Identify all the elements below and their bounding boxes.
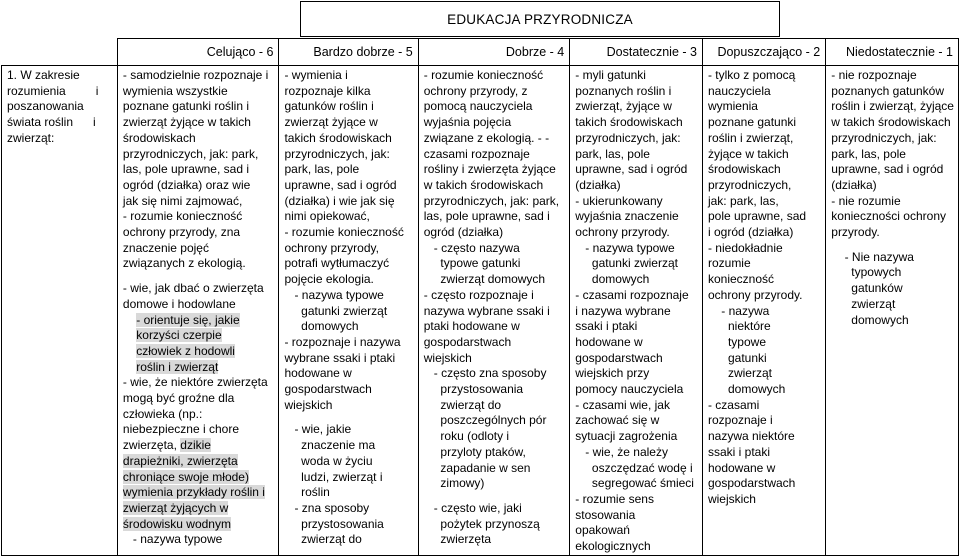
grade-header-6: Celująco - 6 [117, 39, 279, 66]
grade-header-4: Dobrze - 4 [418, 39, 570, 66]
criteria-6-part-2: - wie, jak dbać o zwierzęta domowe i hodowlane - orientuje się, jakie korzyści czerpie człowiek z hodowli roślin i zwierząt - wie, że niektóre zwierzęta mogą być groźne dla człowieka (np.: niebezpieczne i chore zwierzęta, dzikie drapieżniki, zwierzęta chroniące swoje młode) wymienia przykłady roślin i zwierząt żyjących w środowisku wodnym - nazywa typowe [122, 281, 268, 547]
grade-header-row [2, 39, 959, 66]
section-label-line: świata roślin i [7, 115, 96, 130]
section-label-line: 1. W zakresie [7, 68, 80, 82]
grading-table [1, 38, 959, 556]
criteria-cell-3: - myli gatunki poznanych roślin i zwierząt, żyjące w takich środowiskach przyrodniczych, jak: park, las, pole uprawne, sad i ogród (działka) - ukierunkowany wyjaśnia znaczenie ochrony przyrody. - nazywa typowe gatunki zwierząt domowych - czasami rozpoznaje i nazywa wybrane ssaki i ptaki hodowane w gospodarstwach wiejskich przy pomocy nauczyciela - czasami wie, jak zachować się w sytuacji zagrożenia - wie, że należy oszczędzać wodę i segregować śmieci - rozumie sens stosowania opakowań ekologicznych [570, 66, 703, 556]
page-title: EDUKACJA PRZYRODNICZA [300, 1, 780, 37]
header-empty-cell [2, 39, 118, 66]
section-label-line: poszanowania [7, 99, 84, 114]
section-label-line: zwierząt: [7, 130, 55, 145]
section-label-cell [2, 66, 118, 556]
grade-header-2: Dopuszczająco - 2 [702, 39, 825, 66]
section-label-line: rozumienia i [7, 83, 99, 98]
grade-header-5: Bardzo dobrze - 5 [279, 39, 418, 66]
grade-header-1: Niedostatecznie - 1 [826, 39, 959, 66]
criteria-row [2, 66, 959, 556]
criteria-cell-1: - nie rozpoznaje poznanych gatunków roślin i zwierząt, żyjące w takich środowiskach przyrodniczych, jak: park, las, pole uprawne, sad i ogród (działka) - nie rozumie konieczności ochrony przyrody. - Nie nazywa typowych gatunków zwierząt domowych [826, 66, 959, 556]
criteria-cell-2: - tylko z pomocą nauczyciela wymienia poznane gatunki roślin i zwierząt, żyjące w takich środowiskach przyrodniczych, jak: park, las, pole uprawne, sad i ogród (działka) - niedokładnie rozumie konieczność ochrony przyrody. - nazywa niektóre typowe gatunki zwierząt domowych - czasami rozpoznaje i nazywa niektóre ssaki i ptaki hodowane w gospodarstwach wiejskich [702, 66, 825, 556]
criteria-6-part-1: - samodzielnie rozpoznaje i wymienia wszystkie poznane gatunki roślin i zwierząt żyjące w takich środowiskach przyrodniczych, jak: park, las, pole uprawne, sad i ogród (działka) oraz wie jak się nimi zajmować, - rozumie konieczność ochrony przyrody, zna znaczenie pojęć związanych z ekologią. [122, 68, 269, 271]
criteria-cell-6 [117, 66, 279, 556]
criteria-cell-5: - wymienia i rozpoznaje kilka gatunków roślin i zwierząt żyjące w takich środowiskach przyrodniczych, jak: park, las, pole uprawne, sad i ogród (działka) i wie jak się nimi opiekować, - rozumie konieczność ochrony przyrody, potrafi wytłumaczyć pojęcie ekologia. - nazywa typowe gatunki zwierząt domowych - rozpoznaje i nazywa wybrane ssaki i ptaki hodowane w gospodarstwach wiejskich - wie, jakie znaczenie ma woda w życiu ludzi, zwierząt i roślin - zna sposoby przystosowania zwierząt do [279, 66, 418, 556]
grade-header-3: Dostatecznie - 3 [570, 39, 703, 66]
criteria-cell-4: - rozumie konieczność ochrony przyrody, z pomocą nauczyciela wyjaśnia pojęcia związane z ekologią. - - czasami rozpoznaje rośliny i zwierzęta żyjące w takich środowiskach przyrodniczych, jak: park, las, pole uprawne, sad i ogród (działka) - często nazywa typowe gatunki zwierząt domowych - często rozpoznaje i nazywa wybrane ssaki i ptaki hodowane w gospodarstwach wiejskich - często zna sposoby przystosowania zwierząt do poszczególnych pór roku (odloty i przyloty ptaków, zapadanie w sen zimowy) - często wie, jaki pożytek przynoszą zwierzęta [418, 66, 570, 556]
